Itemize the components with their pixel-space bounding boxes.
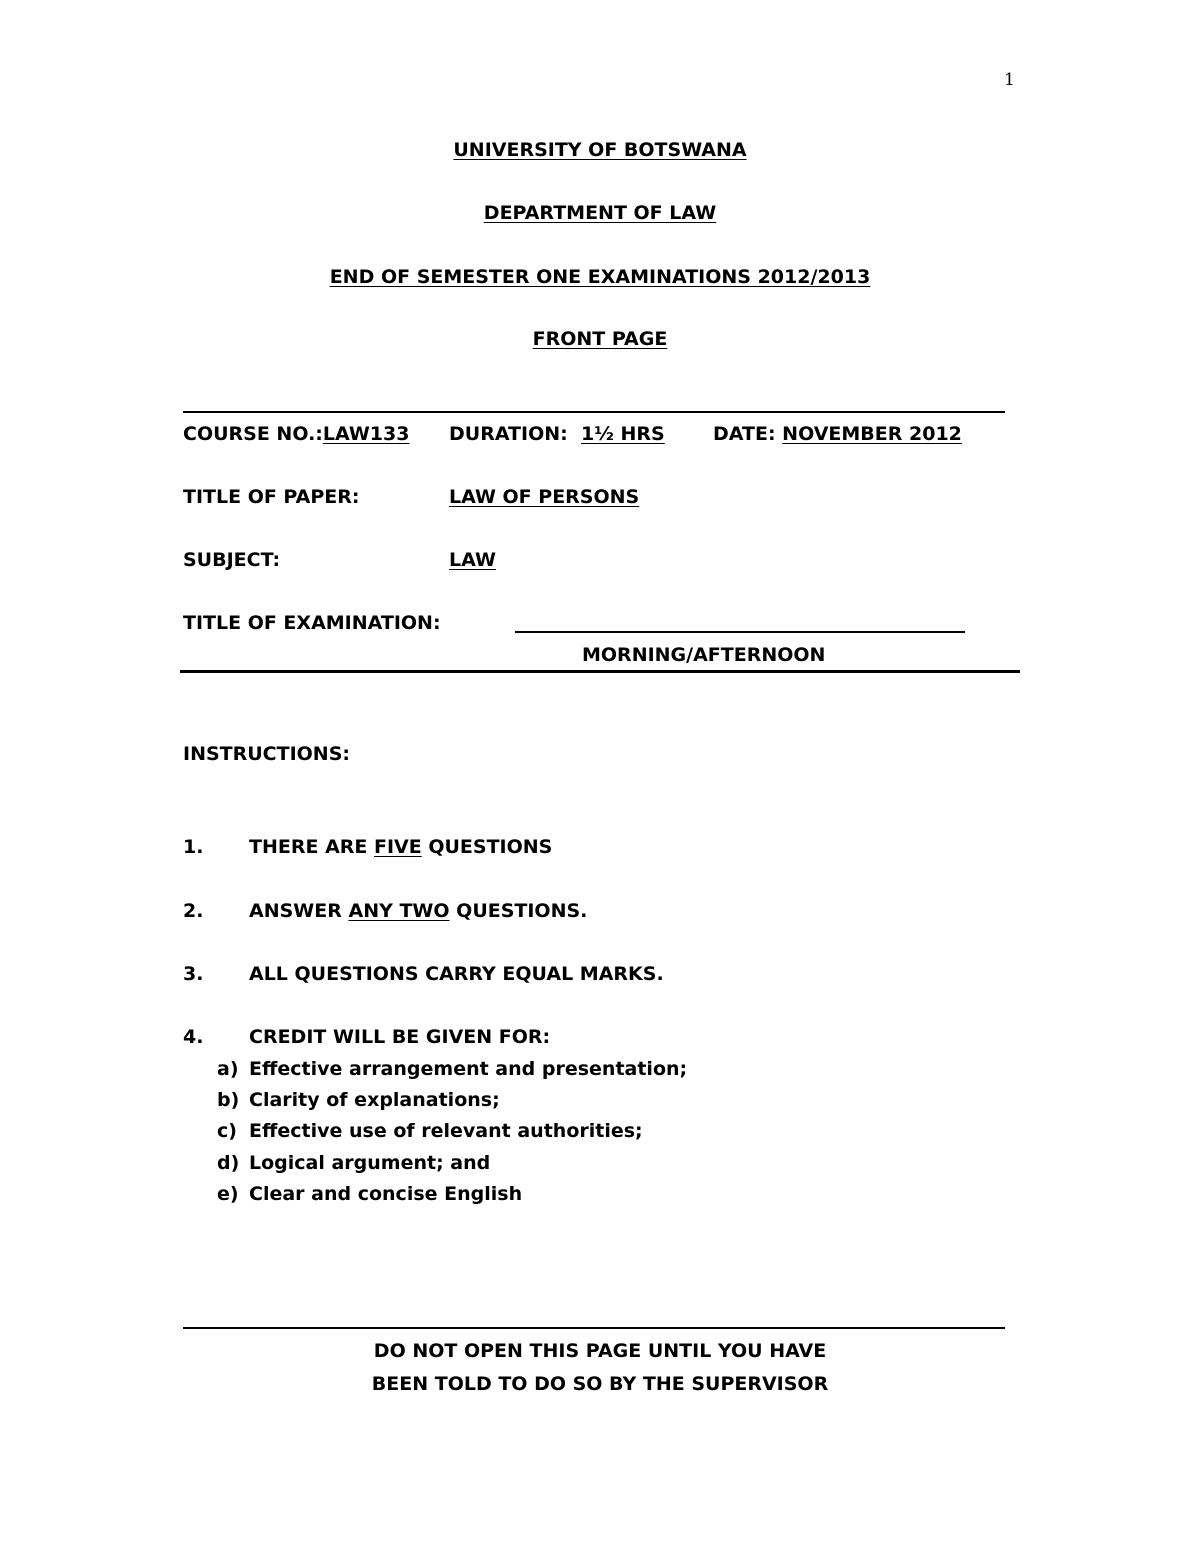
instruction-number: 4. [183,1026,204,1048]
date-row [713,422,962,446]
sub-item-text: Clarity of explanations; [249,1089,500,1111]
instructions-heading: INSTRUCTIONS: [183,743,350,765]
duration-label: DURATION: [449,423,568,445]
sub-item-text: Clear and concise English [249,1183,523,1205]
instruction-number: 3. [183,963,204,985]
course-value: LAW133 [322,423,410,445]
sub-item-letter: e) [217,1183,239,1205]
date-label: DATE: [713,423,776,445]
date-value: NOVEMBER 2012 [782,423,962,445]
sub-item-letter: b) [217,1089,240,1111]
instruction-text: ANSWER [249,900,349,922]
instruction-number: 2. [183,900,204,922]
subject-label: SUBJECT: [183,549,281,571]
instruction-emphasis: ANY TWO [348,900,450,922]
sub-item-text: Effective arrangement and presentation; [249,1058,688,1080]
instruction-text: CREDIT WILL BE GIVEN FOR: [249,1026,551,1048]
sub-item-text: Effective use of relevant authorities; [249,1120,643,1142]
instruction-text: QUESTIONS. [449,900,588,922]
title-of-paper-value: LAW OF PERSONS [449,486,640,508]
instruction-text: THERE ARE [249,836,374,858]
instruction-item [249,835,552,859]
course-label: COURSE NO.: [183,423,323,445]
page-number: 1 [1004,70,1015,90]
sub-item-letter: c) [217,1120,237,1142]
instruction-item [249,899,587,923]
university-title: UNIVERSITY OF BOTSWANA [453,139,747,161]
exam-title: END OF SEMESTER ONE EXAMINATIONS 2012/2013 [329,266,871,288]
title-of-paper-label: TITLE OF PAPER: [183,486,360,508]
title-of-examination-label: TITLE OF EXAMINATION: [183,612,441,634]
instruction-emphasis: FIVE [374,836,422,858]
course-row [183,422,409,446]
details-bottom-rule [180,670,1020,673]
footer-warning-line-1: DO NOT OPEN THIS PAGE UNTIL YOU HAVE [373,1340,827,1362]
sub-item-letter: d) [217,1152,240,1174]
duration-row [449,422,665,446]
top-divider [183,411,1005,413]
subject-value: LAW [449,549,496,571]
title-of-examination-blank [515,631,965,633]
instruction-text: QUESTIONS [421,836,553,858]
instruction-number: 1. [183,836,204,858]
footer-warning-line-2: BEEN TOLD TO DO SO BY THE SUPERVISOR [371,1373,829,1395]
sub-item-letter: a) [217,1058,239,1080]
duration-value: 1½ HRS [580,423,665,445]
instruction-text: ALL QUESTIONS CARRY EQUAL MARKS. [249,963,664,985]
session-label: MORNING/AFTERNOON [582,644,826,666]
front-page-title: FRONT PAGE [532,328,668,350]
footer-divider [183,1327,1005,1329]
sub-item-text: Logical argument; and [249,1152,491,1174]
department-title: DEPARTMENT OF LAW [483,202,717,224]
